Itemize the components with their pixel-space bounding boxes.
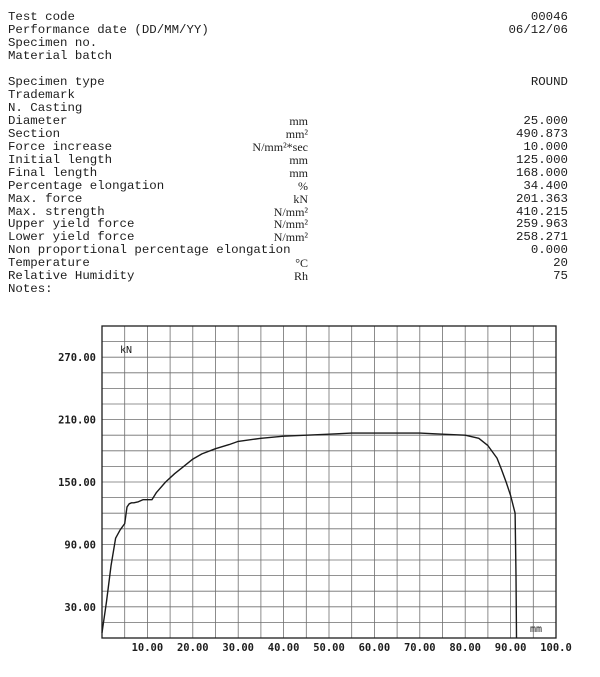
specs-value: 201.363 [515,191,568,206]
specs-row [8,167,568,180]
specs-row [8,270,568,283]
specs-unit: mm [289,152,308,167]
x-tick-label: 60.00 [358,642,391,654]
specs-row [8,128,568,141]
specs-unit: N/mm²*sec [252,139,308,154]
header-value: 06/12/06 [508,23,568,37]
header-value: 00046 [530,10,568,24]
header-label: Test code [8,10,75,24]
specs-label: Max. force [8,191,83,206]
specs-label: Initial length [8,152,113,167]
specs-unit: N/mm² [273,204,308,219]
specs-label: Specimen type [8,75,105,89]
y-tick-label: 30.00 [64,601,96,614]
specs-row [8,76,568,89]
specs-label: Non proportional percentage elongation [8,243,291,258]
specs-row [8,180,568,193]
specs-value: 20 [553,256,568,271]
y-tick-label: 270.00 [58,352,96,365]
y-axis-unit-label: kN [120,345,133,356]
specs-unit: kN [293,191,308,206]
specs-row [8,244,568,257]
specs-row [8,154,568,167]
specs-value: 0.000 [530,243,568,258]
specs-label: Upper yield force [8,217,135,232]
specs-label: Lower yield force [8,230,135,245]
x-tick-label: 50.00 [313,642,345,654]
header-row [8,50,568,63]
specs-unit: N/mm² [273,230,308,245]
specs-value: 410.215 [515,204,568,219]
x-tick-label: 80.00 [449,642,482,654]
specs-row [8,115,568,128]
y-tick-label: 210.00 [58,414,96,427]
header-label: Material batch [8,49,113,63]
x-tick-label: 40.00 [267,642,300,654]
specs-value: 258.271 [515,230,568,245]
header-label: Performance date (DD/MM/YY) [8,23,209,37]
specs-label: Final length [8,165,98,180]
specs-label: Temperature [8,256,90,271]
specs-label: Trademark [8,87,75,102]
specs-value: 25.000 [523,113,568,128]
specs-unit: mm² [285,126,308,141]
specs-value: 75 [553,269,568,284]
specs-value: 259.963 [515,217,568,232]
x-tick-label: 20.00 [176,642,209,654]
y-tick-label: 150.00 [58,477,96,489]
specs-unit: % [298,178,308,193]
specs-value: ROUND [530,75,568,89]
force-elongation-chart [0,318,600,672]
x-tick-label: 100.0 [540,642,572,654]
chart-svg [0,318,600,672]
x-tick-label: 70.00 [403,642,436,654]
specs-row [8,283,568,296]
specs-label: N. Casting [8,100,83,115]
y-tick-label: 90.00 [64,539,96,552]
x-tick-label: 90.00 [494,642,527,654]
specs-label: Notes: [8,282,53,297]
specs-value: 168.000 [515,165,568,180]
specs-unit: mm [289,165,308,180]
specs-value: 34.400 [523,178,568,193]
specs-label: Diameter [8,113,68,128]
specs-row [8,102,568,115]
specs-unit: Rh [293,269,308,284]
specs-value: 125.000 [515,152,568,167]
header-label: Specimen no. [8,36,98,50]
specs-row [8,193,568,206]
specs-unit: mm [289,113,308,128]
specs-row [8,141,568,154]
specs-label: Force increase [8,139,113,154]
specs-row [8,89,568,102]
specs-label: Relative Humidity [8,269,135,284]
force-curve-line [102,433,517,638]
specs-label: Section [8,126,61,141]
specs-value: 490.873 [515,126,568,141]
x-tick-label: 30.00 [222,642,255,654]
x-axis-unit-label: mm [530,624,543,635]
specs-unit: N/mm² [273,217,308,232]
specs-label: Max. strength [8,204,105,219]
specs-label: Percentage elongation [8,178,165,193]
specs-unit: °C [295,256,308,271]
x-tick-label: 10.00 [131,642,164,654]
specs-value: 10.000 [523,139,568,154]
